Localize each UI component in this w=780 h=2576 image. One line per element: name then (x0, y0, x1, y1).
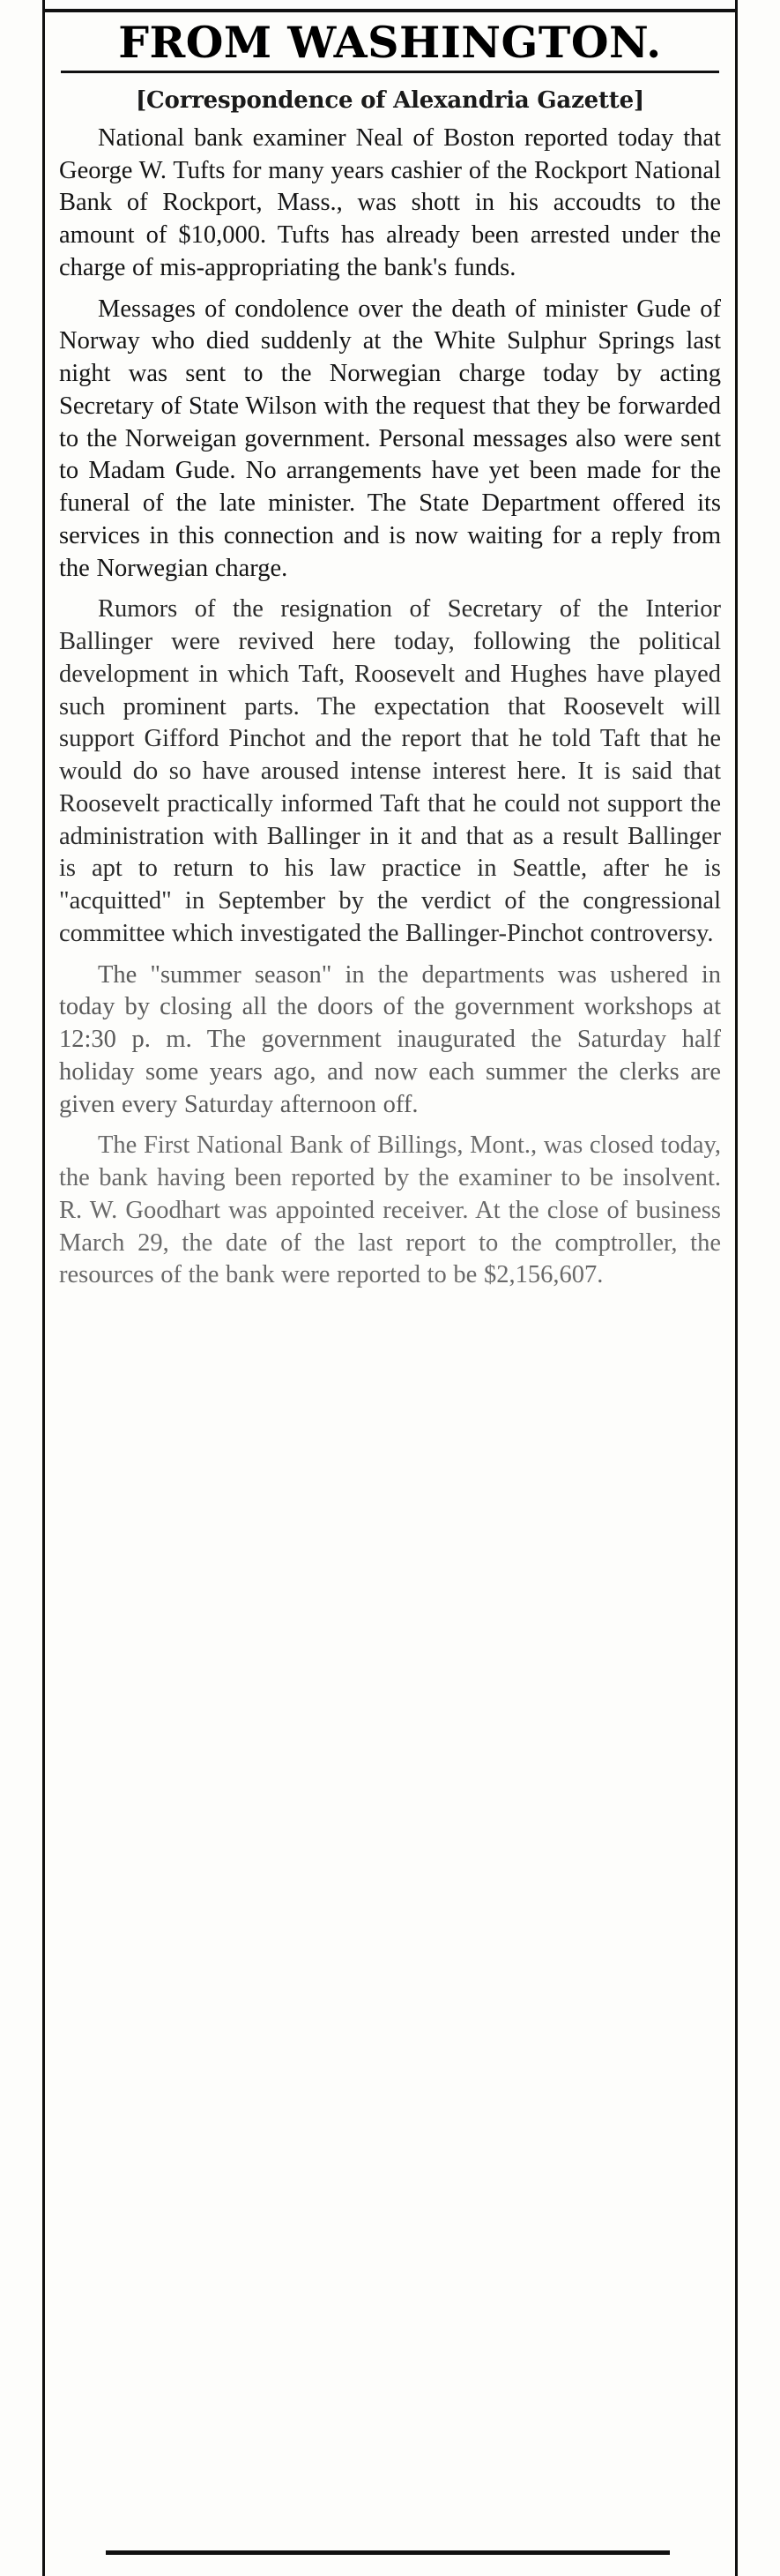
bottom-rule (106, 2550, 670, 2555)
article-paragraph: The First National Bank of Billings, Mont., was closed today, the bank having been reported by the examiner to be insolvent. R. W. Goodhart was appointed receiver. At the close of business March 29, the date of the last report to the comptroller, the resources of the bank were reported to be $2,156,607. (59, 1131, 721, 1289)
page-title: FROM WASHINGTON. (118, 17, 662, 68)
correspondence-credit: [Correspondence of Alexandria Gazette] (135, 86, 645, 114)
article-paragraph: Rumors of the resignation of Secretary of the Interior Ballinger were revived here today, following the political development in which Taft, Roosevelt and Hughes have played such prominent parts. The expectation that Roosevelt will support Gifford Pinchot and the report that he told Taft that he would do so have aroused intense interest here. It is said that Roosevelt practically informed Taft that he could not support the administration with Ballinger in it and that as a result Ballinger is apt to return to his law practice in Seattle, after he is "acquitted" in September by the verdict of the congressional committee which investigated the Ballinger-Pinchot controversy. (59, 595, 721, 947)
headline-underline-rule (61, 71, 719, 73)
article-paragraph: Messages of condolence over the death of minister Gude of Norway who died suddenly at the White Sulphur Springs last night was sent to the Norwegian charge today by acting Secretary of State Wilson with the request that they be forwarded to the Norweigan government. Personal messages also were sent to Madam Gude. No arrangements have yet been made for the funeral of the late minister. The State Department offered its services in this connection and is now waiting for a reply from the Norwegian charge. (59, 295, 721, 582)
article-column (42, 0, 738, 2576)
article-paragraph: The "summer season" in the departments was ushered in today by closing all the doors of the government workshops at 12:30 p. m. The government inaugurated the Saturday half holiday some years ago, and now each summer the clerks are given every Saturday afternoon off. (59, 960, 721, 1118)
article-paragraph: National bank examiner Neal of Boston reported today that George W. Tufts for many years cashier of the Rockport National Bank of Rockport, Mass., was shott in his accoudts to the amount of $10,000. Tufts has already been arrested under the charge of mis-appropriating the bank's funds. (59, 123, 721, 281)
